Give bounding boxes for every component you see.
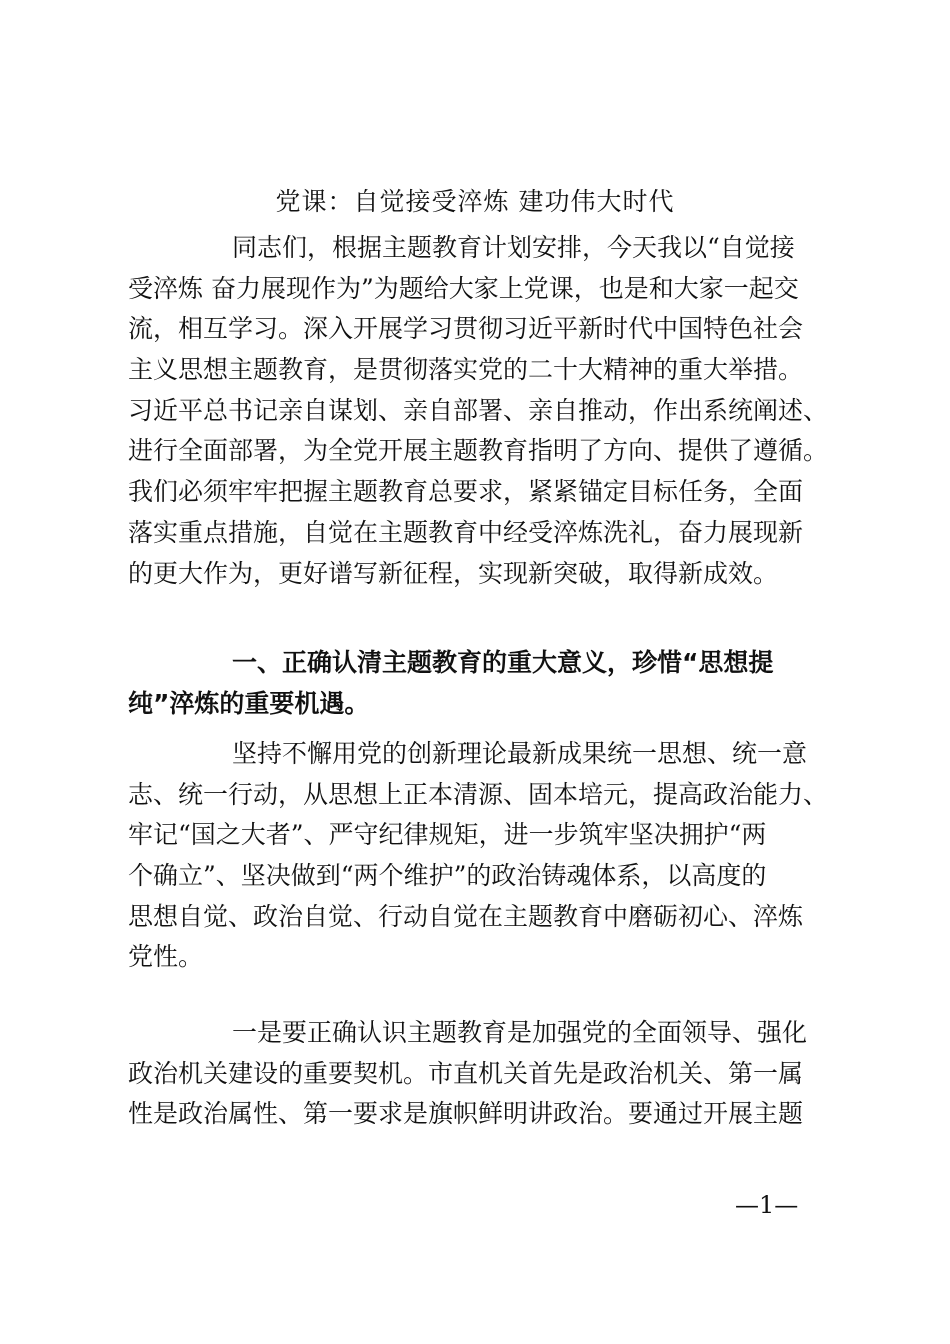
- paragraph-line: 思想自觉、政治自觉、行动自觉在主题教育中磨砺初心、淬炼: [128, 901, 804, 931]
- document-title: 党课：自觉接受淬炼 建功伟大时代: [275, 187, 675, 216]
- point-one-paragraph: [128, 1013, 832, 1135]
- paragraph-line: 坚持不懈用党的创新理论最新成果统一思想、统一意: [232, 739, 808, 768]
- paragraph-line: 习近平总书记亲自谋划、亲自部署、亲自推动，作出系统阐述、: [128, 395, 829, 425]
- paragraph-line: 一是要正确认识主题教育是加强党的全面领导、强化: [232, 1018, 808, 1047]
- theory-paragraph: [128, 734, 832, 978]
- paragraph-line: 牢记“国之大者”、严守纪律规矩，进一步筑牢坚决拥护“两: [128, 820, 767, 850]
- paragraph-line: 受淬炼 奋力展现作为”为题给大家上党课，也是和大家一起交: [128, 273, 799, 303]
- paragraph-line: 主义思想主题教育，是贯彻落实党的二十大精神的重大举措。: [128, 355, 804, 385]
- paragraph-line: 性是政治属性、第一要求是旗帜鲜明讲政治。要通过开展主题: [128, 1099, 804, 1129]
- paragraph-line: 志、统一行动，从思想上正本清源、固本培元，提高政治能力、: [128, 779, 829, 809]
- paragraph-line: 我们必须牢牢把握主题教育总要求，紧紧锚定目标任务，全面: [128, 477, 804, 507]
- paragraph-line: 落实重点措施，自觉在主题教育中经受淬炼洗礼，奋力展现新: [128, 517, 804, 547]
- paragraph-line: 个确立”、坚决做到“两个维护”的政治铸魂体系，以高度的: [128, 861, 767, 891]
- paragraph-line: 政治机关建设的重要契机。市直机关首先是政治机关、第一属: [128, 1058, 804, 1088]
- paragraph-line: 的更大作为，更好谱写新征程，实现新突破，取得新成效。: [128, 558, 779, 588]
- section-heading-one: [128, 643, 832, 724]
- paragraph-line: 流，相互学习。深入开展学习贯彻习近平新时代中国特色社会: [128, 314, 804, 344]
- heading-line: 一、正确认清主题教育的重大意义，珍惜“思想提: [232, 648, 774, 677]
- paragraph-line: 党性。: [128, 942, 204, 972]
- intro-paragraph: [128, 228, 832, 594]
- heading-line: 纯”淬炼的重要机遇。: [128, 688, 370, 718]
- page-number: —1—: [735, 1191, 799, 1219]
- paragraph-line: 进行全面部署，为全党开展主题教育指明了方向、提供了遵循。: [128, 436, 829, 466]
- paragraph-line: 同志们，根据主题教育计划安排，今天我以“自觉接: [232, 233, 795, 262]
